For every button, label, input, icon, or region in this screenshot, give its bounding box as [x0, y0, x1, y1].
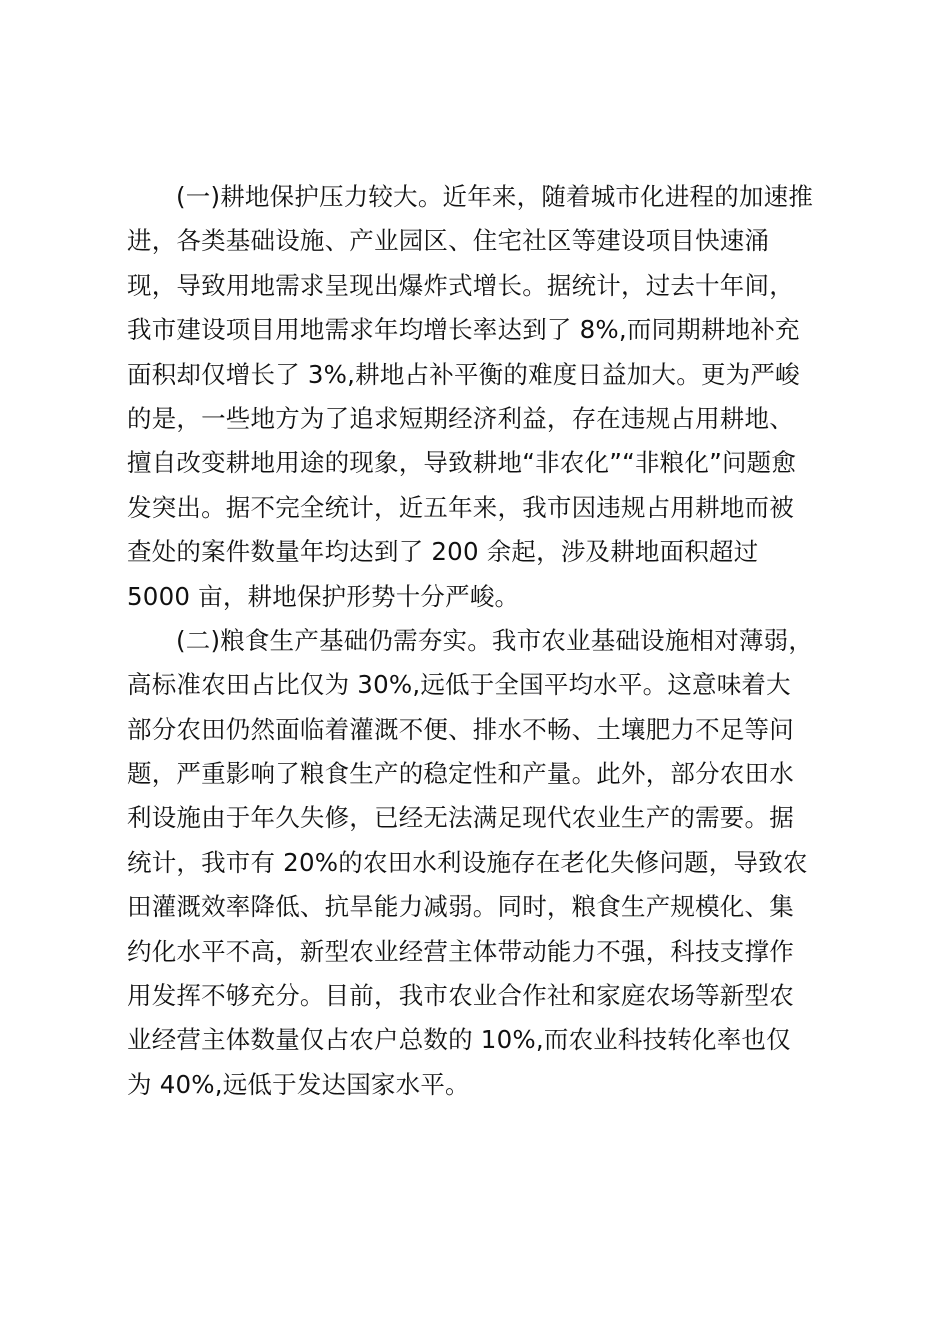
paragraph-line: 高标准农田占比仅为 30%,远低于全国平均水平。这意味着大 — [127, 670, 791, 700]
paragraph-farmland-protection — [127, 175, 839, 619]
paragraph-line: 统计，我市有 20%的农田水利设施存在老化失修问题，导致农 — [127, 847, 808, 877]
paragraph-line: 业经营主体数量仅占农户总数的 10%,而农业科技转化率也仅 — [127, 1025, 791, 1055]
paragraph-line: 利设施由于年久失修，已经无法满足现代农业生产的需要。据 — [127, 803, 794, 833]
paragraph-line: 为 40%,远低于发达国家水平。 — [127, 1069, 470, 1099]
paragraph-line: 擅自改变耕地用途的现象，导致耕地“非农化”“非粮化”问题愈 — [127, 448, 797, 478]
paragraph-line: 查处的案件数量年均达到了 200 余起，涉及耕地面积超过 — [127, 537, 759, 567]
document-body — [127, 175, 839, 1107]
paragraph-line: 进，各类基础设施、产业园区、住宅社区等建设项目快速涌 — [127, 226, 770, 256]
paragraph-line: 田灌溉效率降低、抗旱能力减弱。同时，粮食生产规模化、集 — [127, 892, 794, 922]
paragraph-line: 题，严重影响了粮食生产的稳定性和产量。此外，部分农田水 — [127, 759, 794, 789]
paragraph-line: 现，导致用地需求呈现出爆炸式增长。据统计，过去十年间， — [127, 270, 794, 300]
paragraph-line: 的是，一些地方为了追求短期经济利益，存在违规占用耕地、 — [127, 403, 794, 433]
paragraph-line: 面积却仅增长了 3%,耕地占补平衡的难度日益加大。更为严峻 — [127, 359, 800, 389]
paragraph-line: 部分农田仍然面临着灌溉不便、排水不畅、土壤肥力不足等问 — [127, 714, 794, 744]
paragraph-line: (一)耕地保护压力较大。近年来，随着城市化进程的加速推 — [176, 182, 814, 211]
paragraph-line: 5000 亩，耕地保护形势十分严峻。 — [127, 581, 520, 611]
paragraph-grain-production — [127, 619, 839, 1107]
paragraph-line: (二)粮食生产基础仍需夯实。我市农业基础设施相对薄弱， — [176, 625, 814, 655]
paragraph-line: 约化水平不高，新型农业经营主体带动能力不强，科技支撑作 — [127, 936, 794, 966]
paragraph-line: 我市建设项目用地需求年均增长率达到了 8%,而同期耕地补充 — [127, 315, 800, 345]
paragraph-line: 发突出。据不完全统计，近五年来，我市因违规占用耕地而被 — [127, 492, 794, 522]
paragraph-line: 用发挥不够充分。目前，我市农业合作社和家庭农场等新型农 — [127, 981, 794, 1011]
